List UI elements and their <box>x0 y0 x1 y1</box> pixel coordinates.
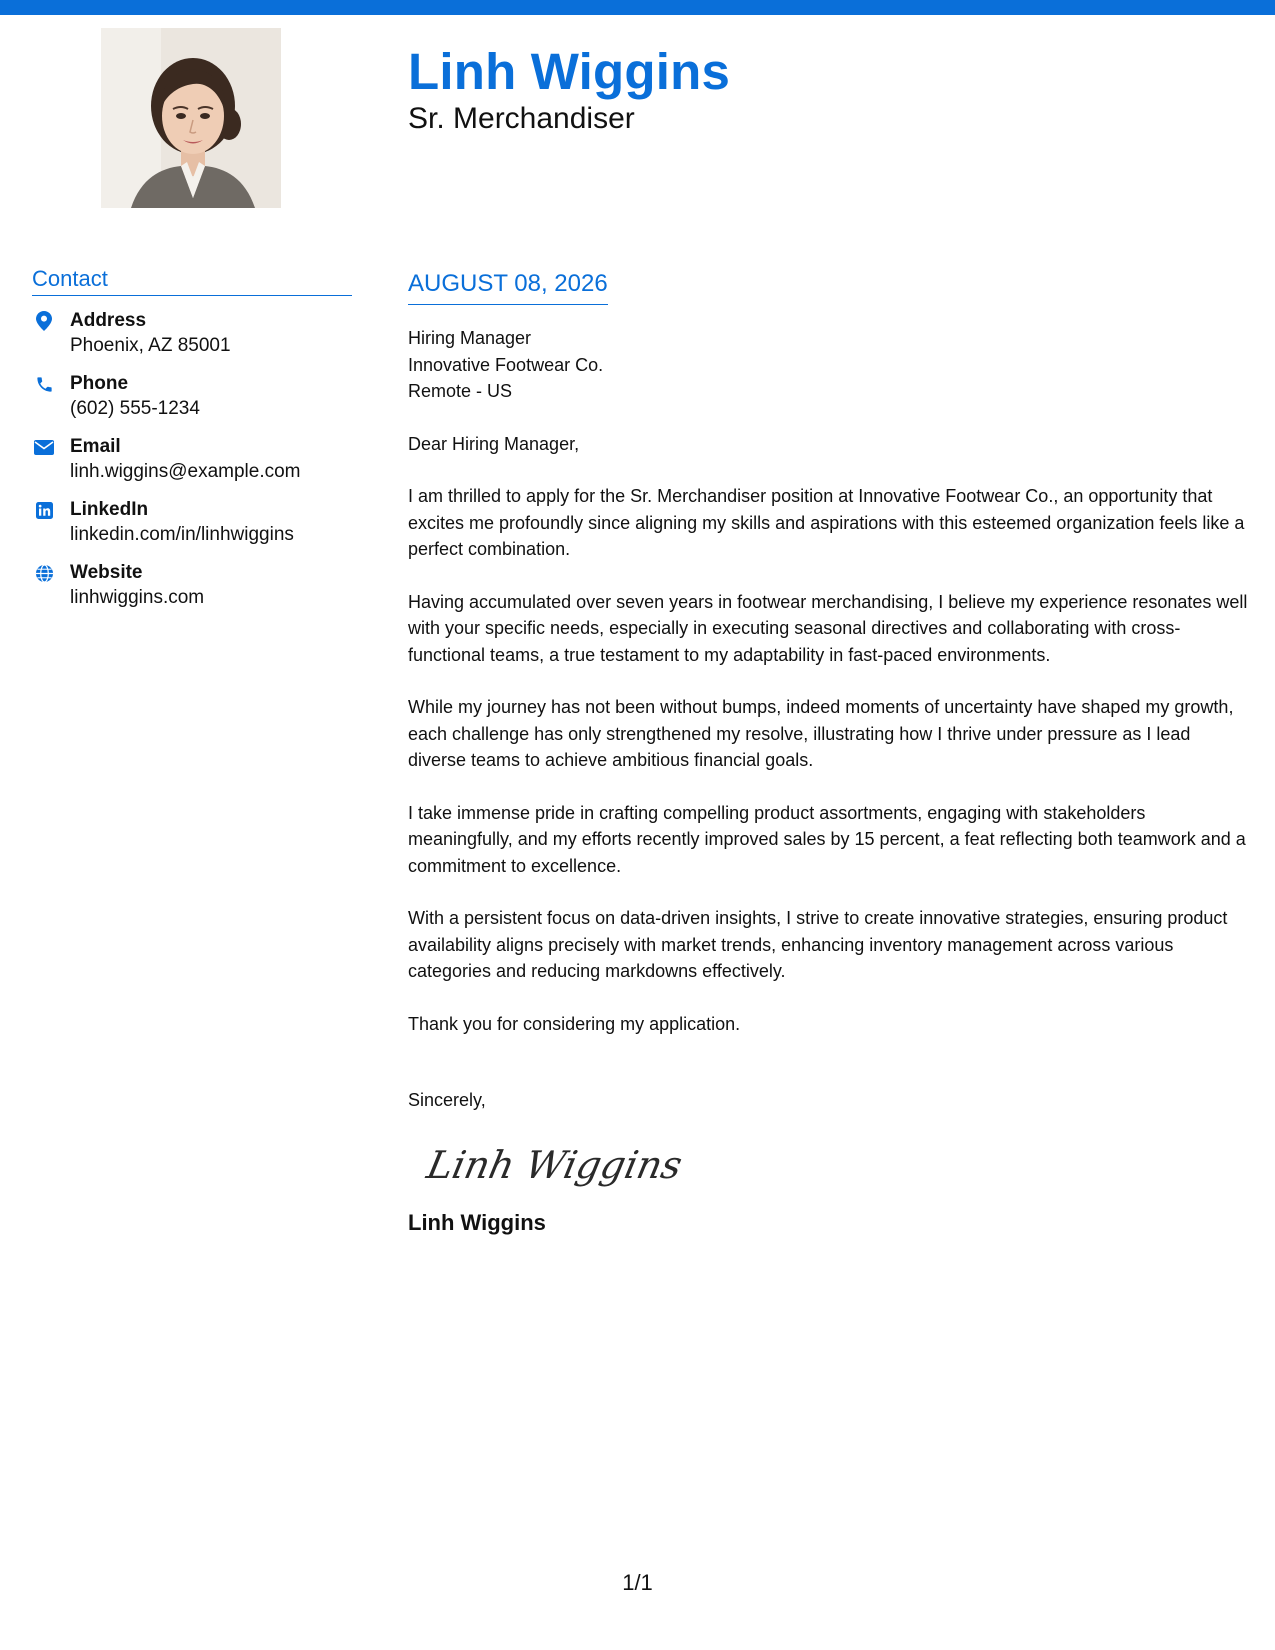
recipient-block <box>408 325 1253 405</box>
recipient-line: Remote - US <box>408 381 513 401</box>
contact-label: Address <box>70 310 147 331</box>
linkedin-icon <box>34 500 54 520</box>
body-paragraph: Having accumulated over seven years in footwear merchandising, I believe my experience resonates well with your specific needs, especially in executing seasonal directives and collaborating with cross-functional teams, a true testament to my adaptability in fast-paced environments. <box>408 591 1248 665</box>
page-number: 1/1 <box>622 1570 653 1595</box>
contact-item-website <box>32 560 352 610</box>
letter-body <box>408 270 1253 1236</box>
recipient-line: Innovative Footwear Co. <box>408 354 604 375</box>
profile-photo-illustration <box>101 28 281 208</box>
profile-photo <box>101 28 281 208</box>
contact-item-email <box>32 434 352 484</box>
body-paragraph: I take immense pride in crafting compelling product assortments, engaging with stakeholders meaningfully, and my efforts recently improved sales by 15 percent, a feat reflecting both teamwork and a commitment to excellence. <box>408 802 1246 876</box>
contact-item-phone <box>32 371 352 421</box>
contact-value[interactable]: linhwiggins.com <box>70 587 205 608</box>
contact-value[interactable]: linkedin.com/in/linhwiggins <box>70 524 294 545</box>
handwritten-signature <box>422 1136 687 1196</box>
signature-text: Linh Wiggins <box>422 1142 687 1188</box>
closing: Sincerely, <box>408 1090 486 1110</box>
contact-sidebar <box>32 266 352 623</box>
body-paragraph: While my journey has not been without bumps, indeed moments of uncertainty have shaped my growth, each challenge has only strengthened my resolve, illustrating how I thrive under pressure as I lead diverse teams to achieve ambitious financial goals. <box>408 697 1234 770</box>
contact-item-linkedin <box>32 497 352 547</box>
letter-date: AUGUST 08, 2026 <box>408 270 608 305</box>
body-paragraph: I am thrilled to apply for the Sr. Merchandiser position at Innovative Footwear Co., an opportunity that excites me profoundly since aligning my skills and aspirations with this esteemed organization feels like a perfect combination. <box>408 486 1245 559</box>
phone-icon <box>34 374 54 394</box>
contact-label: Email <box>70 436 121 457</box>
signed-name: Linh Wiggins <box>408 1209 546 1235</box>
salutation: Dear Hiring Manager, <box>408 433 580 454</box>
contact-list <box>32 308 352 610</box>
applicant-name: Linh Wiggins <box>408 43 731 100</box>
contact-label: Phone <box>70 373 129 394</box>
location-pin-icon <box>34 311 54 331</box>
contact-value[interactable]: linh.wiggins@example.com <box>70 461 301 482</box>
job-title: Sr. Merchandiser <box>408 102 635 135</box>
contact-label: Website <box>70 562 143 583</box>
body-paragraph: Thank you for considering my application. <box>408 1013 741 1034</box>
body-paragraph: With a persistent focus on data-driven insights, I strive to create innovative strategies, ensuring product availability aligns precisely with market trends, enhancing inventory management across various categories and reducing markdowns effectively. <box>408 908 1228 981</box>
contact-value: (602) 555-1234 <box>70 398 200 419</box>
contact-item-address <box>32 308 352 358</box>
contact-heading: Contact <box>32 266 352 296</box>
envelope-icon <box>34 437 54 457</box>
globe-icon <box>34 563 54 583</box>
top-accent-bar <box>0 0 1275 15</box>
recipient-line: Hiring Manager <box>408 328 532 348</box>
contact-value: Phoenix, AZ 85001 <box>70 335 231 356</box>
contact-label: LinkedIn <box>70 499 149 520</box>
